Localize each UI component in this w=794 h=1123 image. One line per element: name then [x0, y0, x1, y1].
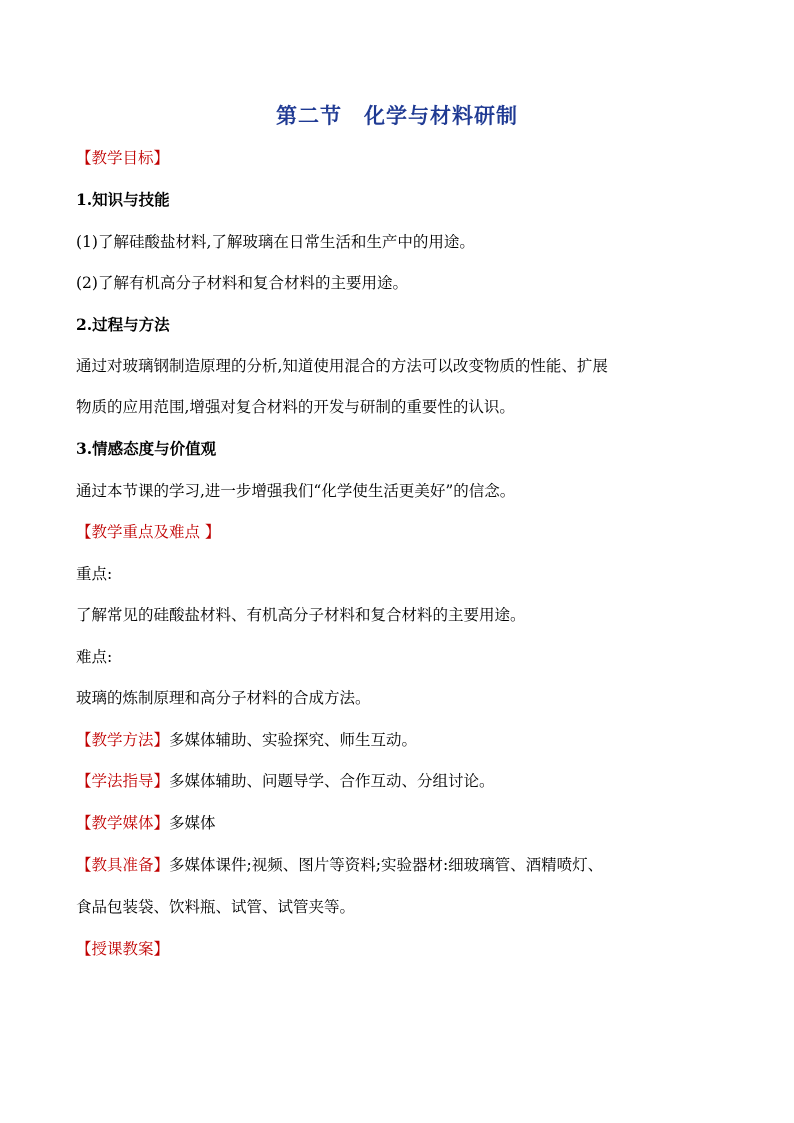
method-text: 多媒体辅助、实验探究、师生互动。 [169, 731, 418, 749]
section1-heading: 1.知识与技能 [76, 190, 170, 209]
section2-heading: 2.过程与方法 [76, 315, 170, 334]
document-title: 第二节 化学与材料研制 [276, 103, 518, 128]
section1-item1: (1)了解硅酸盐材料,了解玻璃在日常生活和生产中的用途。 [76, 233, 475, 251]
difficulty-label: 难点: [76, 648, 113, 666]
difficulty-text: 玻璃的炼制原理和高分子材料的合成方法。 [76, 689, 371, 707]
section3-line1: 通过本节课的学习,进一步增强我们“化学使生活更美好”的信念。 [76, 482, 516, 500]
objectives-header: 【教学目标】 [76, 149, 170, 167]
section2-line1: 通过对玻璃钢制造原理的分析,知道使用混合的方法可以改变物质的性能、扩展 [76, 357, 608, 375]
guidance-text: 多媒体辅助、问题导学、合作互动、分组讨论。 [169, 772, 495, 790]
keypoints-header: 【教学重点及难点 】 [76, 523, 221, 541]
media-text: 多媒体 [169, 814, 216, 832]
section1-item2: (2)了解有机高分子材料和复合材料的主要用途。 [76, 274, 408, 292]
section2-line2: 物质的应用范围,增强对复合材料的开发与研制的重要性的认识。 [76, 398, 515, 416]
lesson-plan-header: 【授课教案】 [76, 940, 170, 958]
section3-heading: 3.情感态度与价值观 [76, 439, 217, 458]
tools-text-line1: 多媒体课件;视频、图片等资料;实验器材:细玻璃管、酒精喷灯、 [169, 856, 604, 874]
media-label: 【教学媒体】 [76, 814, 170, 832]
tools-row [76, 854, 603, 876]
media-row [76, 812, 216, 834]
method-row [76, 729, 417, 751]
method-label: 【教学方法】 [76, 731, 170, 749]
tools-text-line2: 食品包装袋、饮料瓶、试管、试管夹等。 [76, 898, 356, 916]
tools-label: 【教具准备】 [76, 856, 170, 874]
key-text: 了解常见的硅酸盐材料、有机高分子材料和复合材料的主要用途。 [76, 606, 526, 624]
key-label: 重点: [76, 565, 113, 583]
guidance-label: 【学法指导】 [76, 772, 170, 790]
guidance-row [76, 770, 495, 792]
